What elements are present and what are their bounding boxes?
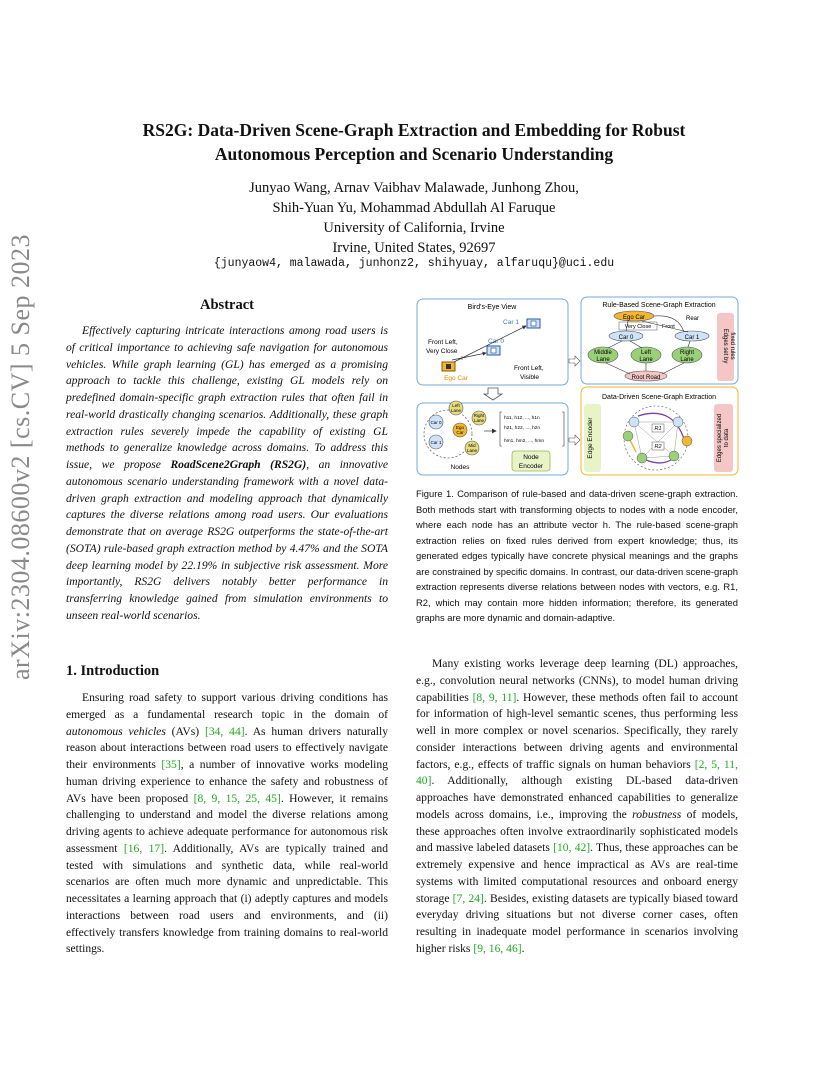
rb-ego-car: Ego Car: [622, 315, 646, 321]
body-text: Many existing works leverage deep learning (DL) approaches, e.g., convolution neural networks (CNNs), to model human driving capabilities: [416, 657, 738, 704]
bev-title: Bird's-Eye View: [467, 304, 517, 311]
edges-fixed-1: Edges set by: [722, 328, 728, 364]
r1-label: R1: [654, 426, 662, 432]
rb-middle-lane: Lane: [596, 357, 610, 363]
citation-link[interactable]: [34, 44]: [204, 724, 245, 738]
author-emails: {junyaow4, malawada, junhonz2, shihyuay, alfaruqu}@uci.edu: [213, 257, 615, 270]
right-column-body: [416, 656, 738, 958]
node-car0: Car 0: [430, 420, 442, 425]
rb-root-road: Root Road: [631, 375, 661, 381]
rb-left-lane: Lane: [639, 357, 653, 363]
node-lane: Lane: [466, 448, 478, 453]
intro-text: (AVs): [165, 724, 205, 738]
rb-right: Right: [679, 350, 695, 356]
rb-right-lane: Lane: [680, 357, 694, 363]
edges-special-2: to data: [724, 428, 730, 448]
node-lane: Lane: [450, 408, 462, 413]
intro-text: . As human drivers naturally reason about interactions between road users to effectively navigate their environments: [66, 724, 388, 771]
rb-left: Left: [640, 350, 652, 356]
abstract-body: [66, 323, 388, 625]
matrix-row-1: h11, h12, ..., h1n: [504, 416, 540, 421]
node-encoder-1: Node: [523, 454, 539, 461]
intro-text: . However, it remains challenging to understand and model the diverse relations among driving agents to achieve adequate performance for autonomous risk assessment: [66, 791, 388, 855]
abstract-method-name: RoadScene2Graph (RS2G): [170, 458, 307, 471]
citation-link[interactable]: [8, 9, 11]: [472, 690, 517, 704]
figure-1-diagram: [416, 296, 740, 478]
citation-link[interactable]: [8, 9, 15, 25, 45]: [193, 791, 281, 805]
body-text: . Additionally, although existing DL-based data-driven approaches have demonstrated enhanced capabilities to generalize models across domains, i.e., improving the: [416, 774, 738, 821]
front-left-visible-1: Front Left,: [514, 365, 544, 372]
node-ego: Ego: [455, 425, 465, 430]
node-right: Right: [473, 413, 485, 418]
affiliation: University of California, Irvine: [323, 220, 505, 236]
abstract-heading: Abstract: [200, 297, 254, 313]
arxiv-identifier: arXiv:2304.08600v2 [cs.CV] 5 Sep 2023: [6, 233, 35, 680]
node-encoder-2: Encoder: [518, 463, 544, 470]
intro-text: Ensuring road safety to support various driving conditions has emerged as a fundamental research topic in the domain of: [66, 691, 388, 721]
paper-title: [60, 118, 768, 166]
body-text: .: [521, 941, 525, 955]
citation-link[interactable]: [2, 5, 11, 40]: [416, 757, 738, 788]
citation-link[interactable]: [7, 24]: [452, 891, 484, 905]
edges-special-1: Edges specialized: [717, 413, 723, 463]
abstract-text-b: , an innovative autonomous scenario understanding framework with a novel data-driven graph extraction and modeling approach that dynamically captures the diverse relations among road users. Our evaluations demonstrate that on average RS2G outperforms the state-of-the-art (SOTA) rule-based graph extraction method by 4.47% and the SOTA deep learning model by 22.19% in subjective risk assessment. More importantly, RS2G delivers notably better performance in transferring knowledge gained from simulation environments to unseen real-world scenarios.: [66, 458, 389, 622]
car1-label: Car 1: [503, 319, 519, 326]
ego-car-label: Ego Car: [444, 375, 468, 382]
matrix-row-2: h21, h22, ..., h2n: [504, 426, 541, 431]
body-text: . However, these methods often fail to account for information of high-level semantic scenes, thus performing less well in more complex or novel scenarios. Specifically, they rarely consider interactions between driving agents and environmental factors, e.g., effects of traffic signals on human behaviors: [416, 690, 738, 771]
node-left: Left: [452, 403, 460, 408]
edge-encoder-label: Edge Encoder: [587, 417, 594, 459]
node-mid: Mid: [468, 443, 476, 448]
citation-link[interactable]: [16, 17]: [123, 841, 165, 855]
authors-line-2: Shih-Yuan Yu, Mohammad Abdullah Al Faruque: [272, 200, 556, 216]
node-car1: Car 1: [430, 440, 442, 445]
introduction-heading: 1. Introduction: [66, 663, 160, 679]
front-left-close-1: Front Left,: [428, 339, 458, 346]
rb-car1: Car 1: [684, 335, 700, 341]
intro-text: , a number of innovative works modeling human driving experience to enhance the safety and robustness of AVs have been proposed: [66, 758, 388, 805]
edges-fixed-2: fixed rules: [729, 332, 735, 360]
rule-based-title: Rule-Based Scene-Graph Extraction: [602, 302, 716, 309]
front-left-visible-2: Visible: [520, 374, 540, 381]
author-block: [60, 178, 768, 258]
figure-1-caption: Figure 1. Comparison of rule-based and data-driven scene-graph extraction. Both methods start with transforming objects to nodes with a node encoder, where each node has an attribute vector h. The rule-based scene-graph extraction relies on fixed rules derived from expert knowledge; thus, its generated edges typically have concrete physical meanings and the graphs are constrained by specific domains. In contrast, our data-driven scene-graph extraction represents diverse relations between nodes with vectors, e.g. R1, R2, which may contain more hidden information; therefore, its generated graphs are more dynamic and domain-adaptive.: [416, 488, 738, 623]
nodes-label: Nodes: [450, 464, 470, 471]
matrix-row-3: hm1, hm2, ..., hmn: [504, 439, 544, 444]
rb-front: Front: [662, 324, 675, 330]
intro-italic: autonomous vehicles: [66, 724, 166, 738]
r2-label: R2: [654, 444, 662, 450]
node-lane: Lane: [473, 418, 485, 423]
citation-link[interactable]: [10, 42]: [553, 841, 591, 855]
body-text: . Thus, these approaches can be extremely expensive and hence impractical as AVs are real-time systems with limited computational resources and onboard energy storage: [416, 841, 738, 905]
body-text: . Besides, existing datasets are typically biased toward everyday driving situations but not diverse corner cases, often resulting in inadequate model performance in scenarios involving higher risks: [416, 891, 738, 955]
data-driven-title: Data-Driven Scene-Graph Extraction: [602, 394, 716, 401]
location: Irvine, United States, 92697: [332, 240, 496, 256]
body-italic: robustness: [632, 807, 682, 821]
car0-label: Car 0: [488, 338, 504, 345]
citation-link[interactable]: [9, 16, 46]: [473, 941, 522, 955]
node-car: Car: [456, 430, 464, 435]
front-left-close-2: Very Close: [426, 348, 458, 355]
rb-very-close: Very Close: [624, 324, 652, 330]
rb-car0: Car 0: [618, 335, 634, 341]
citation-link[interactable]: [35]: [161, 758, 181, 771]
title-line-2: Autonomous Perception and Scenario Understanding: [214, 144, 614, 164]
title-line-1: RS2G: Data-Driven Scene-Graph Extraction and Embedding for Robust: [142, 120, 686, 140]
authors-line-1: Junyao Wang, Arnav Vaibhav Malawade, Junhong Zhou,: [249, 180, 579, 196]
intro-text: . Additionally, AVs are typically trained and tested with simulations and synthetic data, while real-world scenarios are often much more dynamic and unpredictable. This necessitates a learning approach that (i) adeptly captures and models interactions between road users and environments, and (ii) effectively transfers knowledge from training domains to real-world settings.: [66, 841, 388, 956]
rb-middle: Middle: [594, 350, 612, 356]
body-text: of models, these approaches often involve extraordinarily sophisticated models and massive labeled datasets: [416, 807, 739, 855]
rb-rear: Rear: [686, 316, 700, 322]
abstract-text-a: Effectively capturing intricate interactions among road users is of critical importance to achieving safe navigation for autonomous vehicles. While graph learning (GL) has emerged as a promising approach to tackle this challenge, existing GL models rely on predefined domain-specific graph extraction rules that often fail in real-world drastically changing scenarios. Additionally, these graph extraction rules severely impede the capability of existing GL methods to generalize knowledge across domains. To address this issue, we propose: [66, 324, 388, 471]
introduction-body: [66, 690, 388, 958]
